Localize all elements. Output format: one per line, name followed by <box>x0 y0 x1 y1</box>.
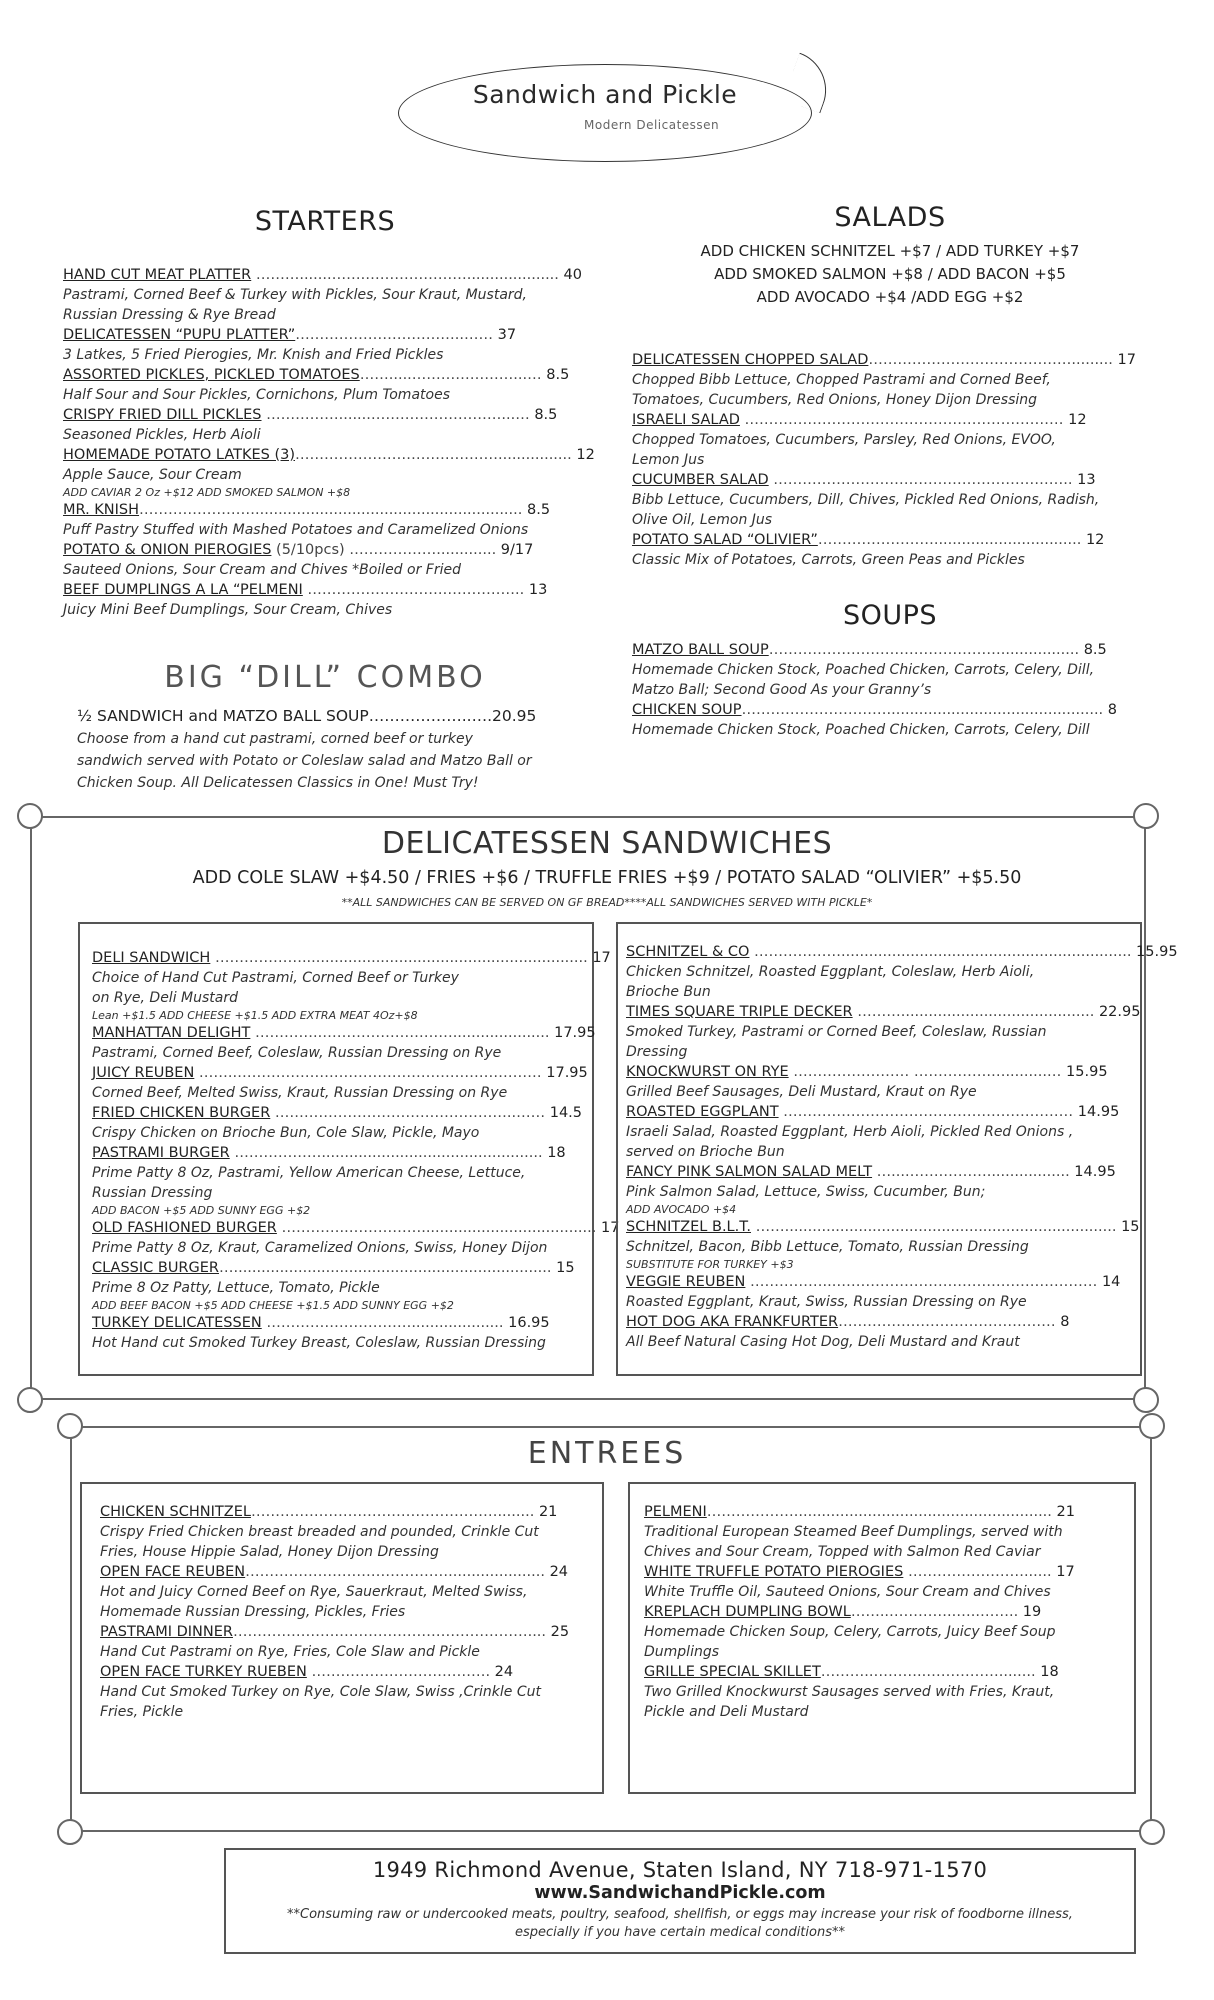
sandwiches-left-list <box>92 948 620 1353</box>
menu-item-description: Homemade Chicken Soup, Celery, Carrots, Juicy Beef Soup <box>644 1624 1056 1640</box>
menu-item-price: 8.5 <box>526 502 551 518</box>
menu-item <box>63 405 563 425</box>
salads-addon-2: ADD SMOKED SALMON +$8 / ADD BACON +$5 <box>714 265 1066 283</box>
menu-item <box>92 948 611 968</box>
menu-item-leader: ……….......…….………………….................... <box>251 267 564 283</box>
menu-item-addon: ADD BACON +$5 ADD SUNNY EGG +$2 <box>92 1204 311 1217</box>
menu-item-description: Matzo Ball; Second Good As your Granny’s <box>632 682 932 698</box>
menu-item-name: KREPLACH DUMPLING BOWL <box>644 1604 851 1620</box>
menu-item-description: Hot and Juicy Corned Beef on Rye, Sauerkraut, Melted Swiss, <box>100 1584 528 1600</box>
menu-item-price: 21 <box>538 1504 558 1520</box>
menu-item <box>626 1062 1132 1082</box>
menu-item-price: 16.95 <box>508 1315 550 1331</box>
menu-item-leader: …....…….……….................. <box>872 1164 1075 1180</box>
menu-item-addon: ADD CAVIAR 2 Oz +$12 ADD SMOKED SALMON +$8 <box>63 486 351 499</box>
menu-item-leader: ……………………………………................ <box>295 447 577 463</box>
menu-item-name: POTATO & ONION PIEROGIES <box>63 542 272 558</box>
menu-item-price: 15 <box>1121 1219 1140 1235</box>
menu-item-leader: …………..………………………..................... <box>250 1025 555 1041</box>
menu-item-leader: ……..……………………………………………………… <box>194 1065 547 1081</box>
menu-item-price: 8 <box>1060 1314 1070 1330</box>
menu-item-addon: ADD BEEF BACON +$5 ADD CHEESE +$1.5 ADD SUNNY EGG +$2 <box>92 1299 454 1312</box>
menu-item <box>100 1662 596 1682</box>
menu-item-description: Traditional European Steamed Beef Dumplings, served with <box>644 1524 1063 1540</box>
menu-item-name: CHICKEN SOUP <box>632 702 742 718</box>
menu-item-description: Chives and Sour Cream, Topped with Salmon Red Caviar <box>644 1544 1041 1560</box>
menu-item-description: All Beef Natural Casing Hot Dog, Deli Mustard and Kraut <box>626 1334 1020 1350</box>
menu-item-addon: Lean +$1.5 ADD CHEESE +$1.5 ADD EXTRA MEAT 4Oz+$8 <box>92 1009 418 1022</box>
menu-item-leader: ……………………….…………….. <box>302 582 529 598</box>
menu-item-price: 19 <box>1022 1604 1042 1620</box>
menu-item-leader: ……………………………..…… <box>295 327 498 343</box>
menu-item-name: KNOCKWURST ON RYE <box>626 1064 789 1080</box>
menu-item <box>626 1162 1132 1182</box>
combo-desc-3: Chicken Soup. All Delicatessen Classics in One! Must Try! <box>77 775 479 791</box>
menu-item-description: served on Brioche Bun <box>626 1144 785 1160</box>
menu-item-description: Brioche Bun <box>626 984 711 1000</box>
menu-item-name: TURKEY DELICATESSEN <box>92 1315 262 1331</box>
menu-item-name: FRIED CHICKEN BURGER <box>92 1105 271 1121</box>
menu-item-name: BEEF DUMPLINGS A LA “PELMENI <box>63 582 303 598</box>
menu-item-price: 17.95 <box>554 1025 596 1041</box>
menu-item <box>63 580 563 600</box>
menu-item-description: Lemon Jus <box>632 452 705 468</box>
soups-list <box>632 640 1142 740</box>
menu-item <box>626 1002 1141 1022</box>
menu-item <box>63 265 582 285</box>
menu-item <box>644 1602 1130 1622</box>
menu-item-description: Russian Dressing & Rye Bread <box>63 307 276 323</box>
menu-item-name: ROASTED EGGPLANT <box>626 1104 779 1120</box>
combo-block <box>77 704 587 794</box>
menu-item-name: DELICATESSEN “PUPU PLATTER” <box>63 327 296 343</box>
menu-item <box>92 1258 586 1278</box>
menu-item <box>626 942 1178 962</box>
menu-item-description: White Truffle Oil, Sauteed Onions, Sour Cream and Chives <box>644 1584 1051 1600</box>
menu-item-name: HOT DOG AKA FRANKFURTER <box>626 1314 839 1330</box>
menu-item <box>632 410 1142 430</box>
menu-item-name: CRISPY FRIED DILL PICKLES <box>63 407 262 423</box>
menu-item-name: WHITE TRUFFLE POTATO PIEROGIES <box>644 1564 904 1580</box>
menu-item-description: Grilled Beef Sausages, Deli Mustard, Kraut on Rye <box>626 1084 977 1100</box>
menu-item-leader: ……………...……………………………………………… <box>745 1274 1102 1290</box>
menu-item <box>632 640 1142 660</box>
menu-item-description: Apple Sauce, Sour Cream <box>63 467 242 483</box>
combo-heading: BIG “DILL” COMBO <box>164 660 486 695</box>
menu-item-leader: …………………… …………….….........… <box>788 1064 1067 1080</box>
menu-item-description: Hand Cut Smoked Turkey on Rye, Cole Slaw, Swiss ,Crinkle Cut <box>100 1684 542 1700</box>
menu-item-name: DELI SANDWICH <box>92 950 211 966</box>
menu-item <box>644 1562 1130 1582</box>
footer-website[interactable]: www.SandwichandPickle.com <box>534 1883 826 1903</box>
menu-item-leader: ……………………………………………........ <box>250 1504 539 1520</box>
menu-item <box>92 1063 586 1083</box>
menu-item-leader: ………………............................................................... <box>749 944 1137 960</box>
menu-item-description: Schnitzel, Bacon, Bibb Lettuce, Tomato, Russian Dressing <box>626 1239 1029 1255</box>
menu-item <box>632 350 1142 370</box>
menu-item-description: Prime Patty 8 Oz, Kraut, Caramelized Onions, Swiss, Honey Dijon <box>92 1240 548 1256</box>
menu-item-leader: ………………………………. <box>306 1664 495 1680</box>
menu-item-price: 25 <box>550 1624 570 1640</box>
menu-item-name: HAND CUT MEAT PLATTER <box>63 267 252 283</box>
menu-item-name: DELICATESSEN CHOPPED SALAD <box>632 352 869 368</box>
menu-item-price: 12 <box>1068 412 1087 428</box>
menu-item-description: Two Grilled Knockwurst Sausages served with Fries, Kraut, <box>644 1684 1055 1700</box>
menu-item <box>63 500 563 520</box>
menu-item-price: 18 <box>1040 1664 1059 1680</box>
menu-item-description: Hot Hand cut Smoked Turkey Breast, Coleslaw, Russian Dressing <box>92 1335 546 1351</box>
sandwiches-note: **ALL SANDWICHES CAN BE SERVED ON GF BREAD****ALL SANDWICHES SERVED WITH PICKLE* <box>341 896 873 909</box>
footer-disclaimer: **Consuming raw or undercooked meats, poultry, seafood, shellfish, or eggs may increase your risk of foodborne illness, especially if you have certain medical conditions** <box>287 1907 1073 1940</box>
menu-item-description: on Rye, Deli Mustard <box>92 990 238 1006</box>
menu-item-name: PASTRAMI BURGER <box>92 1145 230 1161</box>
menu-item-name: JUICY REUBEN <box>92 1065 195 1081</box>
menu-item-name: TIMES SQUARE TRIPLE DECKER <box>626 1004 853 1020</box>
panel-corner <box>1133 1387 1159 1413</box>
menu-item-leader: ………………................................................ <box>229 1145 548 1161</box>
menu-item-price: 12 <box>1085 532 1105 548</box>
menu-item-name: ISRAELI SALAD <box>632 412 740 428</box>
entrees-right-list <box>644 1502 1130 1722</box>
menu-item-price: 8.5 <box>534 407 558 423</box>
menu-item-name: ASSORTED PICKLES, PICKLED TOMATOES <box>63 367 360 383</box>
salads-addons <box>630 240 1150 309</box>
menu-item-name: MANHATTAN DELIGHT <box>92 1025 251 1041</box>
menu-item-description: Pickle and Deli Mustard <box>644 1704 809 1720</box>
menu-item-description: Tomatoes, Cucumbers, Red Onions, Honey Dijon Dressing <box>632 392 1038 408</box>
menu-item <box>63 540 563 560</box>
menu-item-description: Russian Dressing <box>92 1185 213 1201</box>
menu-item-name: VEGGIE REUBEN <box>626 1274 746 1290</box>
menu-item-leader: ……........................................................................ <box>751 1219 1122 1235</box>
menu-item-name: MATZO BALL SOUP <box>632 642 769 658</box>
sandwiches-left-box <box>78 922 620 1376</box>
menu-item-price: 8.5 <box>546 367 570 383</box>
menu-item <box>626 1272 1132 1292</box>
menu-item <box>626 1102 1132 1122</box>
menu-item-description: Roasted Eggplant, Kraut, Swiss, Russian Dressing on Rye <box>626 1294 1027 1310</box>
menu-item-price: 37 <box>497 327 517 343</box>
entrees-heading: ENTREES <box>527 1436 687 1471</box>
menu-item-price: 14.5 <box>549 1105 583 1121</box>
menu-item-price: 22.95 <box>1098 1004 1141 1020</box>
menu-item-description: Corned Beef, Melted Swiss, Kraut, Russian Dressing on Rye <box>92 1085 508 1101</box>
menu-item-leader: ………..………..……………........ <box>820 1664 1041 1680</box>
menu-item-leader: …………………………………………………….. <box>768 472 1078 488</box>
panel-corner <box>1139 1819 1165 1845</box>
menu-item-description: Sauteed Onions, Sour Cream and Chives *Boiled or Fried <box>63 562 461 578</box>
menu-item-price: 14.95 <box>1074 1164 1116 1180</box>
menu-item-price: 15.95 <box>1136 944 1178 960</box>
menu-item-price: 12 <box>576 447 595 463</box>
sandwiches-right-box <box>616 922 1178 1376</box>
menu-item <box>632 530 1142 550</box>
menu-item <box>626 1312 1132 1332</box>
menu-item-description: Homemade Russian Dressing, Pickles, Fries <box>100 1604 406 1620</box>
menu-item-description: Smoked Turkey, Pastrami or Corned Beef, Coleslaw, Russian <box>626 1024 1047 1040</box>
menu-item-price: 15.95 <box>1066 1064 1108 1080</box>
menu-item-leader: ………………………….................... <box>261 1315 509 1331</box>
soups-heading: SOUPS <box>842 600 938 631</box>
footer-address: 1949 Richmond Avenue, Staten Island, NY 718-971-1570 <box>372 1858 988 1882</box>
entrees-left-list <box>100 1502 596 1722</box>
menu-item <box>63 445 595 465</box>
menu-item-description: Crispy Chicken on Brioche Bun, Cole Slaw, Pickle, Mayo <box>92 1125 480 1141</box>
menu-item-leader: …………………………………………................. <box>768 642 1084 658</box>
menu-item-leader: …………………………………………………… <box>778 1104 1078 1120</box>
menu-item-price: 14 <box>1101 1274 1121 1290</box>
starters-heading: STARTERS <box>254 206 396 237</box>
footer-box <box>224 1848 1136 1954</box>
menu-item-leader: ……………….............................................................. <box>210 950 593 966</box>
menu-item-price: 17 <box>592 950 611 966</box>
menu-item <box>632 470 1142 490</box>
menu-item-leader: ……..…………..…..…….. <box>850 1604 1023 1620</box>
menu-item-leader: ……………………...... <box>903 1564 1057 1580</box>
menu-item-description: Fries, House Hippie Salad, Honey Dijon Dressing <box>100 1544 439 1560</box>
sandwiches-heading: DELICATESSEN SANDWICHES <box>381 826 833 861</box>
menu-item-price: 18 <box>547 1145 566 1161</box>
menu-item-leader: …….....…………………...… <box>359 367 547 383</box>
menu-item-description: Israeli Salad, Roasted Eggplant, Herb Aioli, Pickled Red Onions , <box>626 1124 1074 1140</box>
menu-item-description: Prime Patty 8 Oz, Pastrami, Yellow American Cheese, Lettuce, <box>92 1165 526 1181</box>
menu-item-price: 9/17 <box>500 542 534 558</box>
menu-item-name: CHICKEN SCHNITZEL <box>100 1504 251 1520</box>
menu-item-leader: ………………….………………………………….... <box>232 1624 551 1640</box>
menu-item-name: SCHNITZEL & CO <box>626 944 750 960</box>
menu-item-price: 40 <box>563 267 582 283</box>
starters-list <box>63 265 595 620</box>
menu-item-price: 15 <box>556 1260 575 1276</box>
menu-item-addon: ADD AVOCADO +$4 <box>626 1203 737 1216</box>
menu-item-description: Chicken Schnitzel, Roasted Eggplant, Coleslaw, Herb Aioli, <box>626 964 1035 980</box>
sandwiches-right-list <box>626 942 1178 1352</box>
menu-item-description: Seasoned Pickles, Herb Aioli <box>63 427 261 443</box>
combo-desc-2: sandwich served with Potato or Coleslaw salad and Matzo Ball or <box>77 753 532 769</box>
menu-item-leader: …………..……………...................................... <box>276 1220 601 1236</box>
menu-item-description: Chopped Bibb Lettuce, Chopped Pastrami and Corned Beef, <box>632 372 1051 388</box>
logo-oval <box>398 64 812 162</box>
menu-item-description: Pastrami, Corned Beef & Turkey with Pickles, Sour Kraut, Mustard, <box>63 287 527 303</box>
menu-item <box>63 325 563 345</box>
menu-item-description: Pink Salmon Salad, Lettuce, Swiss, Cucumber, Bun; <box>626 1184 986 1200</box>
menu-item-price: 24 <box>549 1564 569 1580</box>
menu-item-name: HOMEMADE POTATO LATKES (3) <box>63 447 295 463</box>
menu-item-name: SCHNITZEL B.L.T. <box>626 1219 751 1235</box>
menu-item-leader: ……………………................................ <box>817 532 1086 548</box>
menu-item-description: Homemade Chicken Stock, Poached Chicken, Carrots, Celery, Dill, <box>632 662 1095 678</box>
menu-item-leader: ………………………………………………………… <box>739 412 1069 428</box>
logo-title: Sandwich and Pickle <box>472 80 738 109</box>
menu-item-leader: …………………………............................................... <box>741 702 1108 718</box>
menu-item-description: Classic Mix of Potatoes, Carrots, Green Peas and Pickles <box>632 552 1025 568</box>
entrees-left-box <box>80 1482 604 1794</box>
salads-heading: SALADS <box>834 202 946 233</box>
menu-item <box>63 365 570 385</box>
menu-item <box>632 700 1142 720</box>
panel-corner <box>57 1819 83 1845</box>
menu-item-leader: …………………………………………..…… <box>270 1105 550 1121</box>
menu-item-leader: (5/10pcs) ………………............. <box>271 542 501 558</box>
salads-addon-1: ADD CHICKEN SCHNITZEL +$7 / ADD TURKEY +$7 <box>700 242 1080 260</box>
menu-item-description: Juicy Mini Beef Dumplings, Sour Cream, Chives <box>63 602 393 618</box>
menu-item-name: CUCUMBER SALAD <box>632 472 769 488</box>
menu-item-price: 17 <box>600 1220 620 1236</box>
menu-item-description: Bibb Lettuce, Cucumbers, Dill, Chives, Pickled Red Onions, Radish, <box>632 492 1100 508</box>
menu-item <box>100 1562 596 1582</box>
menu-item-price: 14.95 <box>1077 1104 1120 1120</box>
menu-item <box>92 1023 596 1043</box>
menu-item-description: Puff Pastry Stuffed with Mashed Potatoes and Caramelized Onions <box>63 522 529 538</box>
menu-item-price: 17.95 <box>546 1065 588 1081</box>
menu-item-name: CLASSIC BURGER <box>92 1260 219 1276</box>
menu-item-description: Choice of Hand Cut Pastrami, Corned Beef or Turkey <box>92 970 459 986</box>
menu-item-addon: SUBSTITUTE FOR TURKEY +$3 <box>626 1258 794 1271</box>
menu-item-description: Dumplings <box>644 1644 720 1660</box>
menu-item-name: OPEN FACE TURKEY RUEBEN <box>100 1664 307 1680</box>
menu-item-name: GRILLE SPECIAL SKILLET <box>644 1664 821 1680</box>
menu-item <box>92 1143 586 1163</box>
salads-list <box>632 350 1142 570</box>
menu-item <box>626 1217 1140 1237</box>
menu-item-description: Dressing <box>626 1044 688 1060</box>
menu-item-leader: …………………….......................................................... <box>139 502 527 518</box>
menu-item-name: MR. KNISH <box>63 502 140 518</box>
menu-item-price: 8 <box>1107 702 1118 718</box>
menu-item-leader: ………………........................................................ <box>706 1504 1057 1520</box>
menu-item-description: Fries, Pickle <box>100 1704 184 1720</box>
menu-item-description: Pastrami, Corned Beef, Coleslaw, Russian Dressing on Rye <box>92 1045 502 1061</box>
menu-item-leader: …..................................................................... <box>218 1260 557 1276</box>
panel-corner <box>17 1387 43 1413</box>
menu-item <box>92 1218 620 1238</box>
menu-item <box>92 1313 586 1333</box>
menu-item-name: FANCY PINK SALMON SALAD MELT <box>626 1164 873 1180</box>
menu-item-price: 17 <box>1056 1564 1075 1580</box>
sandwiches-addons: ADD COLE SLAW +$4.50 / FRIES +$6 / TRUFFLE FRIES +$9 / POTATO SALAD “OLIVIER” +$5.50 <box>192 868 1022 888</box>
menu-item-description: Homemade Chicken Stock, Poached Chicken, Carrots, Celery, Dill <box>632 722 1090 738</box>
combo-desc-1: Choose from a hand cut pastrami, corned beef or turkey <box>77 731 473 747</box>
menu-item-description: Prime 8 Oz Patty, Lettuce, Tomato, Pickle <box>92 1280 380 1296</box>
menu-item-leader: ……………………………………......... <box>868 352 1118 368</box>
combo-line: ½ SANDWICH and MATZO BALL SOUP………………..….20.95 <box>77 707 537 725</box>
salads-addon-3: ADD AVOCADO +$4 /ADD EGG +$2 <box>756 288 1024 306</box>
menu-item <box>100 1622 596 1642</box>
menu-item-description: Crispy Fried Chicken breast breaded and pounded, Crinkle Cut <box>100 1524 539 1540</box>
menu-item-price: 13 <box>528 582 548 598</box>
menu-item-leader: …………….......………………………...… <box>261 407 535 423</box>
menu-item <box>644 1662 1130 1682</box>
menu-item-price: 21 <box>1056 1504 1075 1520</box>
menu-item <box>92 1103 586 1123</box>
menu-item-name: PELMENI <box>644 1504 707 1520</box>
entrees-right-box <box>628 1482 1136 1794</box>
menu-item-name: OPEN FACE REUBEN <box>100 1564 246 1580</box>
menu-item-description: Hand Cut Pastrami on Rye, Fries, Cole Slaw and Pickle <box>100 1644 480 1660</box>
menu-item-name: OLD FASHIONED BURGER <box>92 1220 277 1236</box>
menu-item-price: 17 <box>1117 352 1136 368</box>
menu-item-price: 13 <box>1077 472 1096 488</box>
logo-subtitle: Modern Delicatessen <box>584 118 720 132</box>
menu-item <box>644 1502 1130 1522</box>
menu-item-leader: ……………………………………… <box>838 1314 1061 1330</box>
menu-item-name: PASTRAMI DINNER <box>100 1624 233 1640</box>
menu-item-leader: ……………………………………..................... <box>245 1564 550 1580</box>
menu-item-description: Olive Oil, Lemon Jus <box>632 512 773 528</box>
menu-item <box>100 1502 596 1522</box>
menu-item-description: Chopped Tomatoes, Cucumbers, Parsley, Red Onions, EVOO, <box>632 432 1056 448</box>
menu-item-leader: ……….......................................... <box>852 1004 1099 1020</box>
menu-item-price: 24 <box>494 1664 514 1680</box>
menu-item-description: 3 Latkes, 5 Fried Pierogies, Mr. Knish and Fried Pickles <box>63 347 444 363</box>
menu-item-price: 8.5 <box>1083 642 1107 658</box>
menu-item-description: Half Sour and Sour Pickles, Cornichons, Plum Tomatoes <box>63 387 450 403</box>
menu-item-name: POTATO SALAD “OLIVIER” <box>632 532 818 548</box>
